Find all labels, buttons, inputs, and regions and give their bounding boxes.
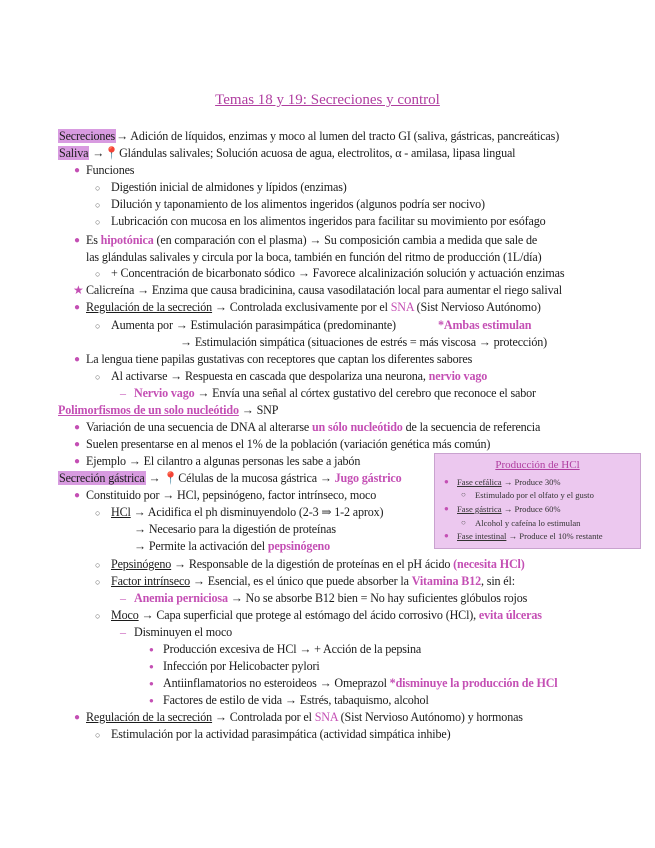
text: → Acidifica el ph disminuyendolo (2-3 ⇒ 1-2 aprox) [130, 505, 384, 519]
bullet-icon: ○ [95, 611, 101, 621]
term-factor-intrinseco: Factor intrínseco [111, 574, 191, 588]
text: → Permite la activación del [134, 539, 268, 553]
term-nervio-vago: Nervio vago [134, 386, 195, 400]
box-item [457, 503, 561, 515]
note-necesita-hcl: (necesita HCl) [453, 557, 525, 571]
bullet-icon: ● [74, 302, 81, 313]
bullet-icon: ● [444, 531, 449, 540]
list-item: Disminuyen el moco [134, 625, 233, 639]
dash-bullet-icon: – [120, 625, 126, 639]
list-item: Infección por Helicobacter pylori [163, 659, 320, 673]
text: → Produce 60% [501, 504, 561, 514]
list-item: Constituido por → HCl, pepsinógeno, factor intrínseco, moco [86, 488, 377, 502]
list-item: Aumenta por → Estimulación parasimpática (predominante) [111, 318, 396, 332]
term-hcl: HCl [111, 505, 131, 519]
text: Células de la mucosa gástrica → [178, 471, 335, 485]
term-polimorfismos: Polimorfismos de un solo nucleótido [58, 403, 239, 417]
phase-cephalic: Fase cefálica [457, 477, 502, 487]
term-saliva: Saliva [59, 146, 89, 160]
bullet-icon: ● [74, 422, 81, 433]
text: → SNP [238, 403, 279, 417]
bullet-icon: ○ [95, 183, 101, 193]
text: de la secuencia de referencia [402, 420, 541, 434]
list-item: Lubricación con mucosa en los alimentos ingeridos para facilitar su movimiento por esófago [111, 214, 546, 228]
text: → Capa superficial que protege al estómago del ácido corrosivo (HCl), [138, 608, 479, 622]
text: Variación de una secuencia de DNA al alterarse [86, 420, 312, 434]
list-item: Digestión inicial de almidones y lípidos (enzimas) [111, 180, 347, 194]
term-sna: SNA [390, 300, 414, 314]
bullet-icon: ● [74, 456, 81, 467]
list-item: Suelen presentarse en al menos el 1% de la población (variación genética más común) [86, 437, 491, 451]
term-pepsinogeno: pepsinógeno [267, 539, 331, 553]
text: → Produce el 10% restante [506, 531, 603, 541]
note-ambas: *Ambas estimulan [438, 318, 532, 332]
star-icon: ★ [73, 283, 84, 297]
text: → Produce 30% [501, 477, 561, 487]
list-item [86, 232, 537, 248]
list-item-continuation: las glándulas salivales y circula por la boca, también en función del ritmo de producción (1L/día) [86, 250, 542, 264]
term-regulacion: Regulación de la secreción [86, 710, 213, 724]
list-item [134, 385, 536, 401]
list-item: Factores de estilo de vida → Estrés, tabaquismo, alcohol [163, 693, 429, 707]
text: → Esencial, es el único que puede absorber la [190, 574, 412, 588]
list-item-continuation: → Necesario para la digestión de proteínas [134, 522, 336, 536]
text: Glándulas salivales; Solución acuosa de agua, electrolitos, α - amilasa, lipasa lingual [119, 146, 516, 160]
bullet-icon: ● [444, 477, 449, 486]
bullet-icon: ○ [95, 321, 101, 331]
dash-bullet-icon: – [120, 386, 126, 400]
list-item: La lengua tiene papilas gustativas con receptores que captan los diferentes sabores [86, 352, 473, 366]
page-title: Temas 18 y 19: Secreciones y control [215, 92, 440, 108]
list-item [111, 573, 515, 589]
pin-icon: 📍 [104, 146, 120, 160]
list-item: Estimulación por la actividad parasimpática (actividad simpática inhibe) [111, 727, 451, 741]
text: Al activarse → Respuesta en cascada que despolariza una neurona, [111, 369, 429, 383]
hcl-production-box [434, 453, 641, 549]
term-pepsinogeno: Pepsinógeno [111, 557, 172, 571]
list-item [111, 556, 525, 572]
text: → Responsable de la digestión de proteínas en el pH ácido [171, 557, 454, 571]
list-item: Calicreína → Enzima que causa bradicinina, causa vasodilatación local para aumentar el riego salival [86, 283, 562, 297]
text: (en comparación con el plasma) → Su composición cambia a medida que sale de [153, 233, 538, 247]
text: → Controlada por el [212, 710, 315, 724]
text: → Controlada exclusivamente por el [212, 300, 391, 314]
list-item [86, 419, 540, 435]
bullet-icon: ● [149, 679, 154, 688]
text: Es [86, 233, 101, 247]
text: Antiinflamatorios no esteroideos → Omeprazol [163, 676, 390, 690]
list-item: Producción excesiva de HCl → + Acción de la pepsina [163, 642, 422, 656]
list-item-continuation: → Estimulación simpática (situaciones de estrés = más viscosa → protección) [180, 335, 548, 349]
term-un-solo-nucleotido: un sólo nucleótido [311, 420, 403, 434]
term-secrecion-gastrica: Secreción gástrica [59, 471, 145, 485]
list-item-continuation [134, 538, 330, 554]
bullet-icon: ● [74, 439, 81, 450]
list-item: + Concentración de bicarbonato sódico → Favorece alcalinización solución y actuación enzimas [111, 266, 565, 280]
box-item: Alcohol y cafeína lo estimulan [475, 518, 581, 528]
term-secreciones: Secreciones [59, 129, 116, 143]
list-item [111, 504, 383, 520]
text: , sin él: [481, 574, 515, 588]
text: → [145, 471, 164, 485]
bullet-icon: ● [74, 354, 81, 365]
phase-intestinal: Fase intestinal [457, 531, 507, 541]
term-regulacion: Regulación de la secreción [86, 300, 213, 314]
bullet-icon: ● [74, 235, 81, 246]
term-vitamina-b12: Vitamina B12 [411, 574, 482, 588]
term-hipotonica: hipotónica [100, 233, 154, 247]
bullet-icon: ○ [95, 560, 101, 570]
bullet-icon: ○ [461, 490, 466, 499]
list-item: Ejemplo → El cilantro a algunas personas les sabe a jabón [86, 454, 361, 468]
bullet-icon: ○ [95, 730, 101, 740]
text: (Sist Nervioso Autónomo) [413, 300, 541, 314]
text: (Sist Nervioso Autónomo) y hormonas [337, 710, 523, 724]
bullet-icon: ● [149, 696, 154, 705]
line-secreciones [58, 128, 559, 144]
bullet-icon: ● [149, 662, 154, 671]
term-evita-ulceras: evita úlceras [478, 608, 542, 622]
list-item [86, 299, 541, 315]
dash-bullet-icon: – [120, 591, 126, 605]
note-disminuye-hcl: *disminuye la producción de HCl [389, 676, 558, 690]
term-moco: Moco [111, 608, 139, 622]
term-jugo-gastrico: Jugo gástrico [334, 471, 402, 485]
pin-icon: 📍 [163, 471, 179, 485]
line-saliva [58, 145, 515, 161]
bullet-icon: ○ [95, 577, 101, 587]
bullet-icon: ● [149, 645, 154, 654]
bullet-icon: ● [444, 504, 449, 513]
list-item [86, 709, 523, 725]
box-title: Producción de HCl [495, 459, 580, 471]
text: → No se absorbe B12 bien = No hay suficientes glóbulos rojos [227, 591, 528, 605]
term-anemia-perniciosa: Anemia perniciosa [134, 591, 228, 605]
line-secrecion-gastrica [58, 470, 402, 486]
bullet-icon: ○ [95, 269, 101, 279]
list-item [163, 675, 558, 691]
text: → [92, 146, 105, 160]
term-sna: SNA [314, 710, 338, 724]
box-item: Estimulado por el olfato y el gusto [475, 490, 594, 500]
bullet-icon: ○ [95, 372, 101, 382]
bullet-icon: ○ [95, 508, 101, 518]
list-item: Funciones [86, 163, 135, 177]
list-item [111, 607, 542, 623]
bullet-icon: ○ [95, 217, 101, 227]
text: → Envía una señal al córtex gustativo del cerebro que reconoce el sabor [194, 386, 536, 400]
list-item [111, 368, 487, 384]
bullet-icon: ● [74, 165, 81, 176]
line-polimorfismos [58, 402, 278, 418]
phase-gastric: Fase gástrica [457, 504, 502, 514]
list-item: Dilución y taponamiento de los alimentos ingeridos (algunos podría ser nocivo) [111, 197, 485, 211]
bullet-icon: ○ [95, 200, 101, 210]
bullet-icon: ○ [461, 518, 466, 527]
box-item [457, 476, 561, 488]
bullet-icon: ● [74, 490, 81, 501]
term-nervio-vago: nervio vago [428, 369, 488, 383]
box-item [457, 530, 603, 542]
text: → Adición de líquidos, enzimas y moco al lumen del tracto GI (saliva, gástricas, pancreáticas) [116, 129, 560, 143]
list-item [134, 590, 527, 606]
bullet-icon: ● [74, 712, 81, 723]
